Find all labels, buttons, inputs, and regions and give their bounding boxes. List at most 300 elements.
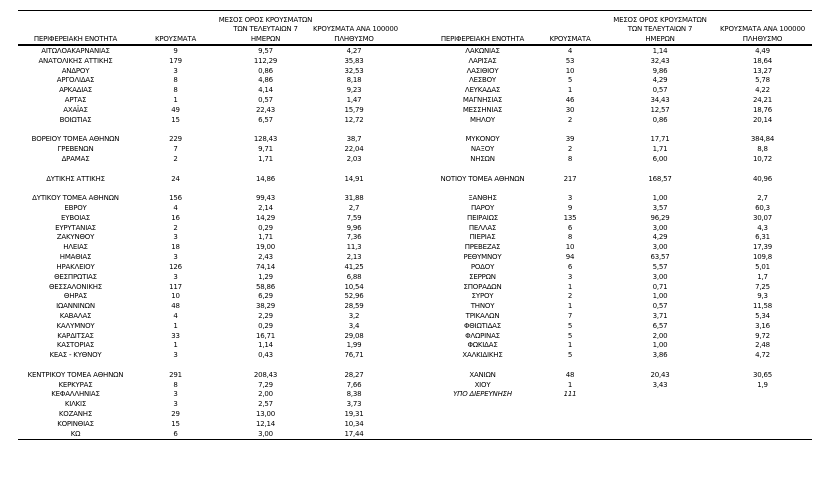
avg7-value: 1,00	[652, 292, 668, 301]
avg7-value: 20,43	[650, 370, 670, 379]
avg7-value: 14,29	[255, 213, 276, 222]
table-row	[18, 381, 395, 391]
table-row	[18, 400, 395, 410]
per100k-value: 5,01	[755, 262, 770, 271]
avg7-value: 63,57	[650, 253, 670, 262]
region-name: ΑΝΔΡΟΥ	[61, 66, 90, 75]
per100k-value: 8,38	[346, 390, 362, 399]
per100k-value: 9,3	[757, 292, 768, 301]
per100k-value: 30,07	[752, 213, 773, 222]
avg7-value	[605, 126, 715, 136]
avg7-value: 1,71	[652, 145, 668, 154]
cases-value: 8	[173, 380, 178, 389]
table-body	[430, 47, 810, 400]
per100k-value: 8,18	[346, 76, 362, 85]
region-name: ΚΕΦΑΛΛΗΝΙΑΣ	[51, 390, 100, 399]
cases-value: 1	[173, 341, 178, 350]
avg7-value: 3,00	[652, 223, 668, 232]
region-name: ΑΙΤΩΛΟΑΚΑΡΝΑΝΙΑΣ	[41, 47, 110, 55]
cases-value: 7	[567, 311, 573, 320]
per100k-value	[715, 390, 810, 400]
avg7-value: 2,14	[258, 204, 273, 212]
table-row	[18, 233, 395, 243]
region-name: ΚΑΛΥΜΝΟΥ	[56, 321, 95, 330]
avg7-header-line2: ΤΩΝ ΤΕΛΕΥΤΑΙΩΝ 7	[233, 25, 298, 33]
region-name	[430, 126, 535, 136]
table-row	[430, 224, 810, 234]
avg7-value: 2,57	[258, 400, 273, 409]
region-name: ΝΑΞΟΥ	[470, 145, 495, 154]
per100k-value	[313, 361, 395, 371]
cases-value: 9	[173, 47, 178, 55]
avg7-value: 19,00	[255, 243, 276, 252]
table-row	[430, 175, 810, 185]
region-name: ΒΟΡΕΙΟΥ ΤΟΜΕΑ ΑΘΗΝΩΝ	[31, 135, 120, 144]
per100k-value: 5,34	[755, 311, 770, 320]
region-name	[430, 165, 535, 175]
per100k-value	[715, 184, 810, 194]
cases-value	[133, 165, 218, 175]
avg7-header-line1: ΜΕΣΟΣ ΟΡΟΣ ΚΡΟΥΣΜΑΤΩΝ	[218, 15, 313, 24]
avg7-value: 32,43	[650, 56, 670, 65]
table-row	[18, 283, 395, 293]
column-header-cases	[535, 35, 605, 45]
avg7-value: 3,43	[652, 380, 668, 389]
cases-value: 229	[169, 135, 182, 144]
cases-value: 3	[567, 194, 573, 203]
per100k-value: 40,96	[752, 174, 773, 183]
table-row	[18, 253, 395, 263]
avg7-value: 1,71	[258, 233, 273, 242]
column-header-per100k	[715, 25, 810, 44]
cases-value: 179	[169, 56, 182, 65]
region-name: ΗΛΕΙΑΣ	[63, 243, 88, 252]
region-name: ΞΑΝΘΗΣ	[468, 194, 497, 203]
table-row	[430, 155, 810, 165]
table-row	[18, 106, 395, 116]
per100k-value	[715, 165, 810, 175]
region-name: ΒΟΙΩΤΙΑΣ	[59, 115, 92, 124]
region-name: ΛΑΚΩΝΙΑΣ	[465, 47, 500, 55]
region-name: ΚΑΡΔΙΤΣΑΣ	[57, 331, 94, 340]
avg7-value: 96,29	[650, 213, 670, 222]
avg7-value: 2,43	[258, 253, 273, 262]
cases-value: 2	[567, 145, 573, 154]
table-row	[18, 263, 395, 273]
avg7-value: 4,14	[258, 86, 273, 95]
avg7-value: 4,86	[258, 76, 273, 85]
region-name: ΣΥΡΟΥ	[471, 292, 494, 301]
column-header-avg7	[605, 16, 715, 45]
cases-value: 6	[567, 262, 573, 271]
table-row	[430, 86, 810, 96]
avg7-value: 3,00	[652, 272, 668, 281]
avg7-value: 3,71	[652, 311, 668, 320]
table-row	[18, 145, 395, 155]
table-row	[430, 292, 810, 302]
cases-value: 3	[173, 233, 178, 242]
table-row	[18, 155, 395, 165]
table-row	[430, 145, 810, 155]
cases-value	[133, 184, 218, 194]
per100k-value: 5,78	[755, 76, 770, 85]
avg7-value: 17,71	[650, 135, 670, 144]
avg7-value: 0,86	[258, 66, 273, 75]
region-name: ΘΕΣΣΑΛΟΝΙΚΗΣ	[48, 282, 103, 291]
per100k-value: 2,7	[757, 194, 768, 203]
cases-value: 291	[169, 370, 182, 379]
cases-value: 10	[171, 292, 180, 301]
avg7-value: 0,29	[258, 223, 273, 232]
region-name: ΕΒΡΟΥ	[64, 204, 87, 212]
table-row	[430, 312, 810, 322]
region-name: ΜΗΛΟΥ	[470, 115, 495, 124]
region-name: ΙΩΑΝΝΙΝΩΝ	[56, 302, 95, 311]
cases-value: 49	[171, 105, 180, 114]
per100k-value: 9,96	[346, 223, 362, 232]
region-name: ΣΠΟΡΑΔΩΝ	[463, 282, 502, 291]
per100k-value: 10,54	[344, 282, 364, 291]
cases-value: 6	[567, 223, 573, 232]
avg7-value: 6,57	[652, 321, 668, 330]
region-name: ΜΕΣΣΗΝΙΑΣ	[462, 105, 503, 114]
avg7-value: 0,57	[258, 96, 273, 105]
table-row	[18, 194, 395, 204]
region-name: ΦΘΙΩΤΙΔΑΣ	[464, 321, 501, 330]
region-name: ΜΑΓΝΗΣΙΑΣ	[462, 96, 503, 105]
region-name: ΚΕΡΚΥΡΑΣ	[58, 380, 93, 389]
avg7-value	[605, 165, 715, 175]
avg7-value: 5,57	[652, 262, 668, 271]
avg7-value: 1,00	[652, 341, 668, 350]
avg7-header-line1: ΜΕΣΟΣ ΟΡΟΣ ΚΡΟΥΣΜΑΤΩΝ	[613, 15, 707, 24]
avg7-value: 6,00	[652, 154, 668, 163]
cases-value: 5	[567, 351, 573, 360]
cases-value: 1	[173, 321, 178, 330]
per100k-value	[715, 126, 810, 136]
avg7-value: 1,14	[258, 341, 273, 350]
per100k-value: 4,22	[755, 86, 770, 95]
avg7-value: 12,57	[650, 105, 670, 114]
cases-value: 7	[173, 145, 178, 154]
avg7-value: 3,00	[652, 243, 668, 252]
region-header-label: ΠΕΡΙΦΕΡΕΙΑΚΗ ΕΝΟΤΗΤΑ	[33, 34, 118, 43]
avg7-value: 112,29	[253, 56, 278, 65]
per100k-value: 31,88	[344, 194, 364, 203]
avg7-value: 1,00	[652, 194, 668, 203]
region-name: ΘΕΣΠΡΩΤΙΑΣ	[54, 272, 97, 281]
table-row	[18, 224, 395, 234]
per100k-value: 2,03	[346, 154, 362, 163]
per100k-value: 6,88	[346, 272, 362, 281]
avg7-value: 12,14	[255, 419, 276, 428]
region-name: ΦΩΚΙΔΑΣ	[467, 341, 498, 350]
region-name: ΚΙΛΚΙΣ	[64, 400, 87, 409]
cases-value: 2	[567, 115, 573, 124]
table-row	[18, 312, 395, 322]
cases-value	[133, 126, 218, 136]
region-name: ΗΡΑΚΛΕΙΟΥ	[56, 262, 95, 271]
avg7-value: 38,29	[255, 302, 276, 311]
avg7-value: 1,71	[258, 154, 273, 163]
cases-value: 5	[567, 331, 573, 340]
region-name: ΛΑΡΙΣΑΣ	[468, 56, 497, 65]
table-row	[430, 341, 810, 351]
region-name: ΝΗΣΩΝ	[470, 154, 495, 163]
avg7-value	[605, 390, 715, 400]
per100k-value: 384,84	[750, 135, 775, 144]
cases-header-label: ΚΡΟΥΣΜΑΤΑ	[549, 34, 591, 43]
table-row	[18, 361, 395, 371]
region-name: ΚΕΑΣ - ΚΥΘΝΟΥ	[49, 351, 102, 360]
cases-value: 126	[169, 262, 182, 271]
region-name: ΡΕΘΥΜΝΟΥ	[463, 253, 502, 262]
cases-value: 156	[169, 194, 182, 203]
region-name: ΚΩ	[70, 429, 81, 438]
cases-value: 3	[567, 272, 573, 281]
avg7-value: 0,57	[652, 302, 668, 311]
per100k-value: 17,44	[344, 429, 364, 438]
cases-value: 15	[171, 419, 180, 428]
table-row	[430, 135, 810, 145]
regional-cases-table-left	[18, 10, 398, 440]
table-header	[18, 10, 398, 45]
cases-value: 117	[169, 282, 182, 291]
per100k-value: 3,16	[755, 321, 770, 330]
per100k-value	[313, 184, 395, 194]
avg7-value	[218, 361, 313, 371]
cases-value: 4	[173, 311, 178, 320]
cases-value: 53	[565, 56, 575, 65]
per100k-value: 13,27	[752, 66, 773, 75]
cases-value: 48	[565, 370, 575, 379]
avg7-value	[218, 165, 313, 175]
region-name: ΠΙΕΡΙΑΣ	[469, 233, 496, 242]
region-name: ΠΡΕΒΕΖΑΣ	[464, 243, 501, 252]
per100k-value: 15,79	[344, 105, 364, 114]
cases-value	[535, 184, 605, 194]
region-name: ΦΛΩΡΙΝΑΣ	[465, 331, 500, 340]
table-row	[430, 283, 810, 293]
table-row	[18, 341, 395, 351]
region-name	[430, 184, 535, 194]
per100k-value: 18,76	[752, 105, 773, 114]
cases-value	[535, 165, 605, 175]
table-row	[430, 76, 810, 86]
table-row	[18, 332, 395, 342]
cases-value: 5	[567, 76, 573, 85]
regional-cases-table-right	[430, 10, 810, 400]
per100k-value: 7,59	[346, 213, 362, 222]
avg7-value: 13,00	[255, 410, 276, 419]
region-name: ΣΕΡΡΩΝ	[469, 272, 496, 281]
region-name: ΔΥΤΙΚΟΥ ΤΟΜΕΑ ΑΘΗΝΩΝ	[32, 194, 119, 203]
avg7-value: 0,29	[258, 321, 273, 330]
cases-value: 3	[173, 390, 178, 399]
per100k-value: 6,31	[755, 233, 770, 242]
avg7-header-line3: ΗΜΕΡΩΝ	[645, 34, 675, 43]
per100k-value: 2,48	[755, 341, 770, 350]
cases-value: 8	[173, 76, 178, 85]
avg7-value: 9,71	[258, 145, 273, 154]
avg7-value: 208,43	[253, 370, 278, 379]
per100k-value: 11,3	[346, 243, 362, 252]
table-row	[18, 116, 395, 126]
avg7-value: 0,71	[652, 282, 668, 291]
table-row	[18, 371, 395, 381]
avg7-value: 3,00	[258, 429, 273, 438]
cases-value	[535, 126, 605, 136]
cases-value: 3	[173, 66, 178, 75]
per100k-value: 76,71	[344, 351, 364, 360]
per100k-value: 1,47	[346, 96, 362, 105]
table-row	[430, 47, 810, 57]
per100k-value: 28,59	[344, 302, 364, 311]
region-name: ΑΧΑΪΑΣ	[63, 105, 88, 114]
cases-value: 94	[565, 253, 575, 262]
region-name: ΑΡΓΟΛΙΔΑΣ	[56, 76, 95, 85]
cases-value: 3	[173, 400, 178, 409]
table-row	[18, 410, 395, 420]
table-row	[430, 96, 810, 106]
per100k-value: 11,58	[752, 302, 773, 311]
cases-value: 1	[567, 341, 573, 350]
per100k-value: 8,8	[757, 145, 768, 154]
cases-value: 1	[567, 282, 573, 291]
table-row	[18, 47, 395, 57]
per100k-value	[715, 361, 810, 371]
cases-value: 1	[567, 302, 573, 311]
region-name: ΖΑΚΥΝΘΟΥ	[56, 233, 95, 242]
avg7-value: 9,86	[652, 66, 668, 75]
table-row	[430, 381, 810, 391]
avg7-value: 58,86	[255, 282, 276, 291]
per100k-header-line2: ΠΛΗΘΥΣΜΟ	[334, 34, 374, 43]
region-name: ΚΟΡΙΝΘΙΑΣ	[57, 419, 94, 428]
table-row	[18, 184, 395, 194]
cases-value: 1	[173, 96, 178, 105]
avg7-value: 99,43	[255, 194, 276, 203]
cases-value: 217	[563, 174, 577, 183]
table-row	[18, 322, 395, 332]
per100k-value: 60,3	[755, 204, 770, 212]
per100k-value: 7,25	[755, 282, 770, 291]
per100k-value: 32,53	[344, 66, 364, 75]
table-row	[18, 96, 395, 106]
per100k-value: 2,13	[346, 253, 362, 262]
table-body	[18, 47, 395, 440]
cases-value: 3	[173, 253, 178, 262]
per100k-value: 2,7	[348, 204, 360, 212]
avg7-value: 168,57	[648, 174, 672, 183]
avg7-value: 128,43	[253, 135, 278, 144]
per100k-value	[313, 126, 395, 136]
avg7-value: 0,57	[652, 86, 668, 95]
region-name: ΧΑΛΚΙΔΙΚΗΣ	[462, 351, 503, 360]
per100k-value: 10,72	[752, 154, 773, 163]
cases-header-label: ΚΡΟΥΣΜΑΤΑ	[154, 34, 197, 43]
table-row	[18, 214, 395, 224]
region-name: ΑΡΚΑΔΙΑΣ	[59, 86, 92, 95]
table-row	[18, 135, 395, 145]
avg7-value: 3,86	[652, 351, 668, 360]
per100k-value: 41,25	[344, 262, 364, 271]
table-row	[18, 243, 395, 253]
table-row	[18, 165, 395, 175]
avg7-value: 22,43	[255, 105, 276, 114]
per100k-value: 29,08	[344, 331, 364, 340]
per100k-value: 18,64	[752, 56, 773, 65]
cases-value: 6	[173, 429, 178, 438]
cases-value: 33	[171, 331, 180, 340]
region-name: ΝΟΤΙΟΥ ΤΟΜΕΑ ΑΘΗΝΩΝ	[440, 174, 525, 183]
region-name: ΚΑΣΤΟΡΙΑΣ	[56, 341, 95, 350]
region-name: ΚΑΒΑΛΑΣ	[59, 311, 92, 320]
cases-value: 2	[173, 223, 178, 232]
per100k-value	[313, 165, 395, 175]
per100k-value: 4,27	[346, 47, 362, 55]
column-header-region	[18, 35, 133, 45]
avg7-value: 4,29	[652, 76, 668, 85]
avg7-value: 7,29	[258, 380, 273, 389]
avg7-value: 6,57	[258, 115, 273, 124]
region-name: ΧΑΝΙΩΝ	[469, 370, 496, 379]
table-row	[430, 67, 810, 77]
per100k-value: 14,91	[344, 174, 364, 183]
per100k-value: 22,04	[344, 145, 364, 154]
cases-value: 10	[565, 66, 575, 75]
table-row	[430, 243, 810, 253]
table-row	[18, 351, 395, 361]
region-name: ΡΟΔΟΥ	[470, 262, 495, 271]
avg7-value: 1,14	[652, 47, 668, 55]
region-name	[18, 126, 133, 136]
cases-value: 10	[565, 243, 575, 252]
table-row	[430, 233, 810, 243]
per100k-value: 9,72	[755, 331, 770, 340]
region-name: ΑΝΑΤΟΛΙΚΗΣ ΑΤΤΙΚΗΣ	[38, 56, 113, 65]
table-row	[430, 253, 810, 263]
per100k-header-line1: ΚΡΟΥΣΜΑΤΑ ΑΝΑ 100000	[720, 25, 805, 33]
avg7-value: 0,86	[652, 115, 668, 124]
region-name: ΠΑΡΟΥ	[470, 204, 495, 212]
region-name: ΕΥΒΟΙΑΣ	[61, 213, 90, 222]
cases-value: 30	[565, 105, 575, 114]
cases-value: 1	[567, 86, 573, 95]
per100k-value: 9,23	[346, 86, 362, 95]
avg7-value	[218, 184, 313, 194]
region-name: ΧΙΟΥ	[474, 380, 491, 389]
per100k-value: 17,39	[752, 243, 773, 252]
per100k-value: 28,27	[344, 370, 364, 379]
per100k-value: 30,65	[752, 370, 773, 379]
table-row	[430, 322, 810, 332]
avg7-value: 16,71	[255, 331, 276, 340]
avg7-value: 74,14	[255, 262, 276, 271]
table-row	[430, 371, 810, 381]
per100k-value: 10,34	[344, 419, 364, 428]
column-header-region	[430, 35, 535, 45]
table-row	[430, 332, 810, 342]
table-row	[430, 302, 810, 312]
table-row	[18, 175, 395, 185]
cases-value: 5	[567, 321, 573, 330]
table-row	[430, 351, 810, 361]
cases-value: 4	[173, 204, 178, 212]
cases-value: 2	[173, 154, 178, 163]
table-row	[18, 430, 395, 440]
table-row	[430, 57, 810, 67]
